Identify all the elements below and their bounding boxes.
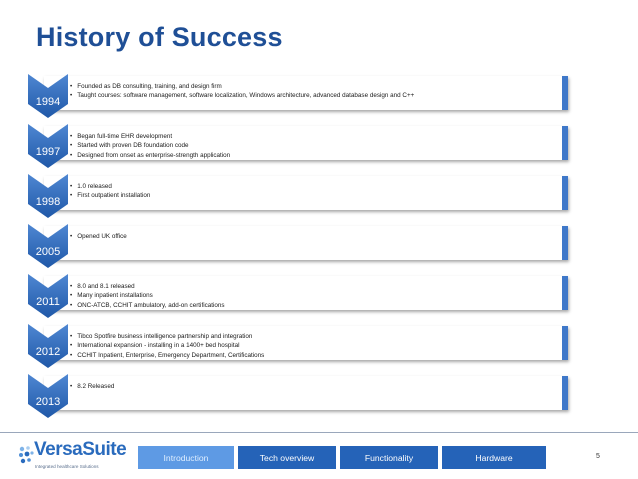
bullet-item: • Tibco Spotfire business intelligence partnership and integration (70, 332, 264, 341)
bullet-item: • Many inpatient installations (70, 291, 225, 300)
timeline-bar (44, 376, 568, 410)
timeline-row-1997 (28, 124, 570, 168)
timeline-bullets (70, 132, 230, 160)
timeline-row-2005 (28, 224, 570, 268)
timeline-bullets (70, 332, 264, 360)
year-label: 2011 (36, 296, 60, 308)
logo-mark-icon (18, 445, 34, 467)
timeline-bullets (70, 82, 414, 101)
nav-tab-introduction[interactable]: Introduction (138, 446, 234, 469)
timeline-bar (44, 276, 568, 310)
footer-divider (0, 432, 638, 433)
bullet-item: • Began full-time EHR development (70, 132, 230, 141)
timeline-row-1994 (28, 74, 570, 118)
bullet-item: • Started with proven DB foundation code (70, 141, 230, 150)
logo-tagline: Integrated healthcare Solutions (35, 464, 99, 469)
bullet-item: • International expansion - installing in a 1400+ bed hospital (70, 341, 264, 350)
bullet-item: • Opened UK office (70, 232, 127, 241)
timeline-bullets (70, 382, 114, 391)
timeline-row-1998 (28, 174, 570, 218)
year-label: 1998 (35, 196, 61, 208)
timeline-bar (44, 126, 568, 160)
timeline-bar (44, 76, 568, 110)
nav-tab-tech-overview[interactable]: Tech overview (238, 446, 336, 469)
timeline-bullets (70, 182, 150, 201)
bullet-item: • 8.2 Released (70, 382, 114, 391)
year-label: 2012 (35, 346, 61, 358)
bullet-item: • Designed from onset as enterprise-strength application (70, 151, 230, 160)
timeline-row-2011 (28, 274, 570, 318)
bullet-item: • ONC-ATCB, CCHIT ambulatory, add-on certifications (70, 301, 225, 310)
timeline-bullets (70, 232, 127, 241)
bullet-item: • 8.0 and 8.1 released (70, 282, 225, 291)
timeline-bar (44, 226, 568, 260)
bullet-item: • 1.0 released (70, 182, 150, 191)
timeline-bar (44, 176, 568, 210)
timeline-bar (44, 326, 568, 360)
slide-title: History of Success (36, 22, 283, 52)
page-number: 5 (596, 453, 600, 460)
nav-tab-functionality[interactable]: Functionality (340, 446, 438, 469)
bullet-item: • Taught courses: software management, software localization, Windows architecture, advanced database design and C++ (70, 91, 414, 100)
timeline-bullets (70, 282, 225, 310)
year-label: 2005 (35, 246, 61, 258)
year-label: 2013 (35, 396, 61, 408)
nav-tab-hardware[interactable]: Hardware (442, 446, 546, 469)
bullet-item: • First outpatient installation (70, 191, 150, 200)
bullet-item: • CCHIT Inpatient, Enterprise, Emergency Department, Certifications (70, 351, 264, 360)
year-label: 1994 (35, 96, 61, 108)
bullet-item: • Founded as DB consulting, training, and design firm (70, 82, 414, 91)
timeline-row-2012 (28, 324, 570, 368)
versasuite-logo[interactable] (16, 437, 127, 479)
year-label: 1997 (35, 146, 61, 158)
logo-name: VersaSuite (34, 439, 127, 460)
timeline-row-2013 (28, 374, 570, 418)
